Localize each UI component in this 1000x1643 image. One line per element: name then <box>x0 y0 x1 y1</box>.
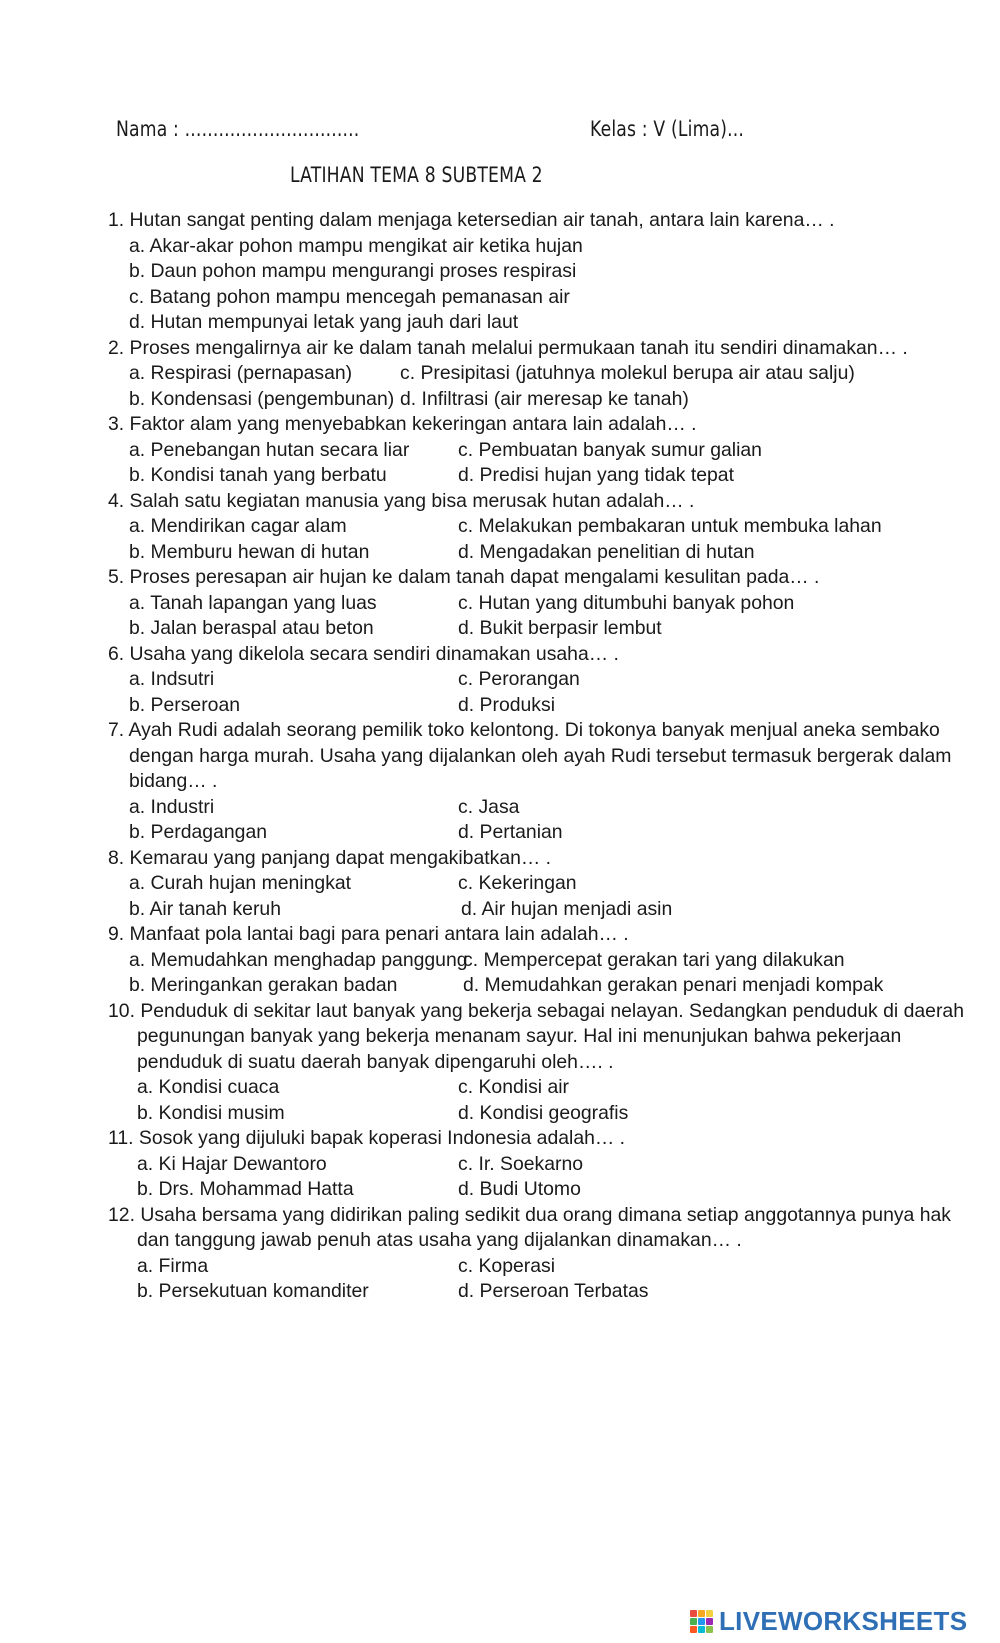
answer-option: c. Hutan yang ditumbuhi banyak pohon <box>458 591 795 614</box>
answer-option: b. Meringankan gerakan badan <box>129 974 398 996</box>
answer-option: b. Drs. Mohammad Hatta <box>137 1178 354 1200</box>
answer-option: a. Akar-akar pohon mampu mengikat air ketika hujan <box>129 234 583 257</box>
answer-option: a. Tanah lapangan yang luas <box>129 591 377 614</box>
answer-option: b. Memburu hewan di hutan <box>129 540 370 563</box>
answer-option: d. Mengadakan penelitian di hutan <box>458 540 755 563</box>
answer-option: a. Industri <box>129 795 215 818</box>
answer-option: d. Pertanian <box>458 821 563 843</box>
question-text: 3. Faktor alam yang menyebabkan kekeringan antara lain adalah… . <box>108 413 697 435</box>
answer-option: c. Perorangan <box>458 668 580 690</box>
liveworksheets-logo <box>690 1606 967 1636</box>
logo-square <box>690 1618 697 1625</box>
answer-option: b. Kondisi tanah yang berbatu <box>129 464 387 486</box>
answer-option: a. Respirasi (pernapasan) <box>129 362 353 384</box>
logo-square <box>698 1626 705 1633</box>
question-text: 9. Manfaat pola lantai bagi para penari antara lain adalah… . <box>108 923 629 945</box>
answer-option: b. Perseroan <box>129 693 241 716</box>
question-text: 1. Hutan sangat penting dalam menjaga ketersedian air tanah, antara lain karena… . <box>108 209 835 231</box>
question-text: 11. Sosok yang dijuluki bapak koperasi Indonesia adalah… . <box>108 1127 626 1149</box>
logo-square <box>706 1626 713 1633</box>
answer-option: c. Jasa <box>458 795 520 818</box>
answer-option: b. Daun pohon mampu mengurangi proses respirasi <box>129 260 577 282</box>
answer-option: c. Kondisi air <box>458 1076 570 1098</box>
question-text: 7. Ayah Rudi adalah seorang pemilik toko kelontong. Di tokonya banyak menjual aneka sembako <box>108 719 940 741</box>
answer-option: c. Koperasi <box>458 1254 556 1277</box>
question-text: 5. Proses peresapan air hujan ke dalam tanah dapat mengalami kesulitan pada… . <box>108 566 820 588</box>
answer-option: d. Perseroan Terbatas <box>458 1280 649 1302</box>
answer-option: b. Perdagangan <box>129 821 268 843</box>
answer-option: d. Infiltrasi (air meresap ke tanah) <box>400 387 689 410</box>
answer-option: a. Mendirikan cagar alam <box>129 515 347 537</box>
answer-option: b. Kondisi musim <box>137 1101 285 1124</box>
question-text: 10. Penduduk di sekitar laut banyak yang bekerja sebagai nelayan. Sedangkan penduduk di daerah <box>108 999 964 1022</box>
answer-option: c. Presipitasi (jatuhnya molekul berupa air atau salju) <box>400 362 855 384</box>
answer-option: a. Penebangan hutan secara liar <box>129 438 410 461</box>
answer-option: c. Melakukan pembakaran untuk membuka lahan <box>458 515 882 537</box>
logo-square <box>706 1618 713 1625</box>
answer-option: a. Ki Hajar Dewantoro <box>137 1152 327 1175</box>
question-text-continued: pegunungan banyak yang bekerja menanam sayur. Hal ini menunjukan bahwa pekerjaan <box>137 1025 902 1047</box>
nama-field: Nama : ............................... <box>116 117 360 141</box>
question-text-continued: dan tanggung jawab penuh atas usaha yang dijalankan dinamakan… . <box>137 1229 742 1251</box>
answer-option: a. Memudahkan menghadap panggung <box>129 948 468 971</box>
answer-option: a. Indsutri <box>129 668 215 690</box>
answer-option: b. Kondensasi (pengembunan) <box>129 387 395 410</box>
logo-square <box>698 1610 705 1617</box>
question-text: 6. Usaha yang dikelola secara sendiri dinamakan usaha… . <box>108 642 619 665</box>
answer-option: d. Memudahkan gerakan penari menjadi kompak <box>463 974 884 996</box>
brand-name: LIVEWORKSHEETS <box>719 1605 968 1636</box>
question-text: 4. Salah satu kegiatan manusia yang bisa merusak hutan adalah… . <box>108 489 695 512</box>
logo-square <box>698 1618 705 1625</box>
answer-option: c. Kekeringan <box>458 872 577 894</box>
kelas-field: Kelas : V (Lima)... <box>590 117 745 141</box>
answer-option: b. Air tanah keruh <box>129 897 281 920</box>
logo-grid-icon <box>690 1610 713 1633</box>
answer-option: b. Persekutuan komanditer <box>137 1280 369 1302</box>
question-text-continued: bidang… . <box>129 770 218 792</box>
answer-option: d. Air hujan menjadi asin <box>461 897 673 920</box>
logo-square <box>690 1610 697 1617</box>
question-text-continued: penduduk di suatu daerah banyak dipengaruhi oleh…. . <box>137 1050 614 1073</box>
question-text: 8. Kemarau yang panjang dapat mengakibatkan… . <box>108 846 552 869</box>
answer-option: d. Bukit berpasir lembut <box>458 617 662 639</box>
answer-option: c. Mempercepat gerakan tari yang dilakukan <box>463 948 845 971</box>
answer-option: d. Predisi hujan yang tidak tepat <box>458 464 734 486</box>
answer-option: a. Curah hujan meningkat <box>129 872 352 894</box>
answer-option: c. Ir. Soekarno <box>458 1152 584 1175</box>
question-text: 2. Proses mengalirnya air ke dalam tanah melalui permukaan tanah itu sendiri dinamakan… . <box>108 336 908 359</box>
answer-option: d. Kondisi geografis <box>458 1101 629 1124</box>
answer-option: c. Batang pohon mampu mencegah pemanasan air <box>129 285 570 308</box>
answer-option: d. Hutan mempunyai letak yang jauh dari laut <box>129 311 519 333</box>
answer-option: a. Kondisi cuaca <box>137 1076 280 1098</box>
answer-option: a. Firma <box>137 1254 209 1277</box>
question-text-continued: dengan harga murah. Usaha yang dijalankan oleh ayah Rudi tersebut termasuk bergerak dalam <box>129 744 952 767</box>
answer-option: d. Budi Utomo <box>458 1178 581 1200</box>
answer-option: c. Pembuatan banyak sumur galian <box>458 438 762 461</box>
logo-square <box>706 1610 713 1617</box>
answer-option: b. Jalan beraspal atau beton <box>129 617 374 639</box>
worksheet-title: LATIHAN TEMA 8 SUBTEMA 2 <box>290 163 543 187</box>
question-text: 12. Usaha bersama yang didirikan paling sedikit dua orang dimana setiap anggotannya punya hak <box>108 1203 951 1226</box>
logo-square <box>690 1626 697 1633</box>
answer-option: d. Produksi <box>458 693 556 716</box>
